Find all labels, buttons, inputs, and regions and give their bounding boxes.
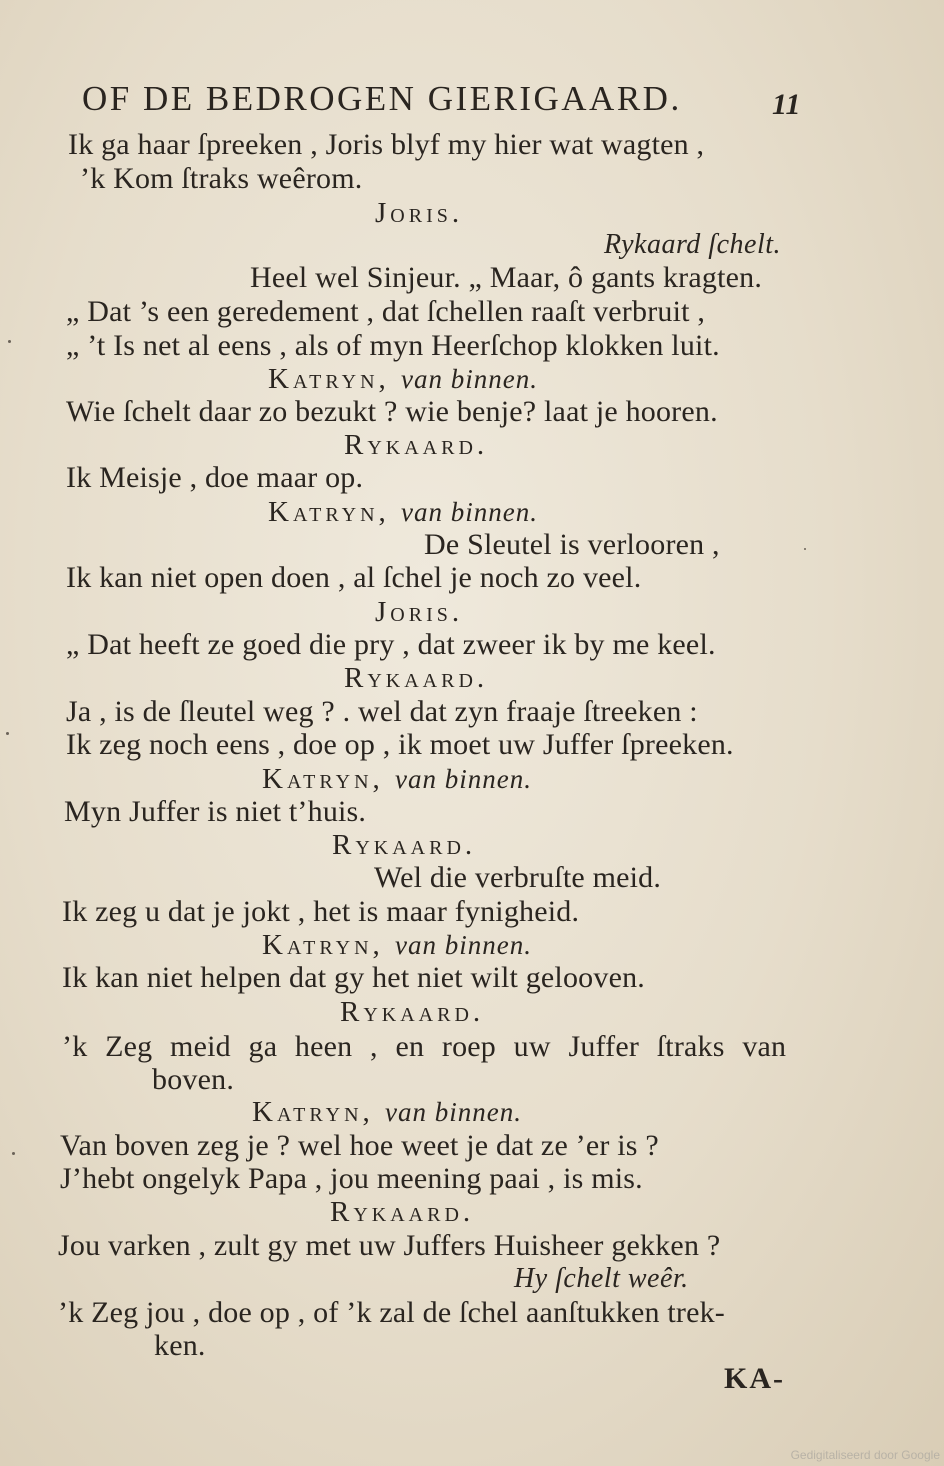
- speaker-name: Katryn,: [268, 496, 390, 528]
- stage-direction: van binnen.: [395, 930, 532, 960]
- verse-line: boven.: [152, 1063, 235, 1096]
- speaker-name: Rykaard.: [330, 1196, 475, 1228]
- speaker-name: Rykaard.: [340, 996, 485, 1028]
- verse-line: De Sleutel is verlooren ,: [424, 528, 720, 561]
- speaker-name: Katryn,: [262, 929, 384, 961]
- stage-direction: Hy ſchelt weêr.: [514, 1263, 689, 1294]
- speaker-heading: [268, 495, 538, 529]
- verse-line: Wie ſchelt daar zo bezukt ? wie benje? laat je hooren.: [66, 395, 718, 428]
- ink-speck: [804, 548, 806, 550]
- verse-line: ’k Kom ſtraks weêrom.: [80, 162, 363, 195]
- stage-direction: van binnen.: [401, 364, 538, 394]
- verse-line: Wel die verbruſte meid.: [374, 861, 662, 894]
- speaker-name: Katryn,: [262, 763, 384, 795]
- verse-line: Ik kan niet open doen , al ſchel je noch zo veel.: [66, 561, 642, 594]
- stage-direction: van binnen.: [401, 497, 538, 527]
- verse-line: „ Dat heeft ze goed die pry , dat zweer ik by me keel.: [66, 628, 716, 661]
- speaker-name: Katryn,: [268, 363, 390, 395]
- page-number: 11: [772, 88, 801, 121]
- verse-line: ’k Zeg jou , doe op , of ’k zal de ſchel aanſtukken trek-: [58, 1296, 725, 1329]
- speaker-heading: [252, 1095, 522, 1129]
- verse-line: Ik zeg u dat je jokt , het is maar fynigheid.: [62, 895, 580, 928]
- verse-line: „ ’t Is net al eens , als of myn Heerſchop klokken luit.: [66, 329, 720, 362]
- catchword: KA-: [724, 1362, 785, 1395]
- ink-speck: [6, 732, 9, 735]
- verse-line: ’k Zeg meid ga heen , en roep uw Juffer ſtraks van: [62, 1030, 787, 1063]
- speaker-name: Rykaard.: [332, 829, 477, 861]
- verse-line: ken.: [154, 1329, 206, 1362]
- ink-speck: [12, 1152, 15, 1155]
- speaker-heading: [268, 362, 538, 396]
- verse-line: Ik zeg noch eens , doe op , ik moet uw Juffer ſpreeken.: [66, 728, 734, 761]
- speaker-name: Rykaard.: [344, 662, 489, 694]
- stage-direction: van binnen.: [385, 1097, 522, 1127]
- verse-line: Ja , is de ſleutel weg ? . wel dat zyn fraaje ſtreeken :: [66, 695, 698, 728]
- verse-line: J’hebt ongelyk Papa , jou meening paai , is mis.: [60, 1162, 643, 1195]
- verse-line: „ Dat ’s een geredement , dat ſchellen raaſt verbruit ,: [66, 295, 706, 328]
- verse-line: Ik kan niet helpen dat gy het niet wilt gelooven.: [62, 961, 645, 994]
- speaker-name: Rykaard.: [344, 429, 489, 461]
- verse-line: Ik Meisje , doe maar op.: [66, 461, 364, 494]
- ink-speck: [8, 340, 11, 343]
- verse-line: Jou varken , zult gy met uw Juffers Huisheer gekken ?: [58, 1229, 721, 1262]
- running-header: OF DE BEDROGEN GIERIGAARD.: [82, 79, 682, 118]
- digitization-watermark: Gedigitaliseerd door Google: [790, 1448, 940, 1462]
- speaker-name: Joris.: [375, 197, 464, 229]
- speaker-name: Joris.: [375, 596, 464, 628]
- stage-direction: Rykaard ſchelt.: [604, 229, 782, 260]
- speaker-heading: [262, 928, 532, 962]
- verse-line: Van boven zeg je ? wel hoe weet je dat ze ’er is ?: [60, 1129, 659, 1162]
- speaker-heading: [262, 762, 532, 796]
- speaker-name: Katryn,: [252, 1096, 374, 1128]
- verse-line: Heel wel Sinjeur. „ Maar, ô gants kragten.: [250, 261, 763, 294]
- verse-line: Ik ga haar ſpreeken , Joris blyf my hier wat wagten ,: [68, 128, 705, 161]
- verse-line: Myn Juffer is niet t’huis.: [64, 795, 367, 828]
- stage-direction: van binnen.: [395, 764, 532, 794]
